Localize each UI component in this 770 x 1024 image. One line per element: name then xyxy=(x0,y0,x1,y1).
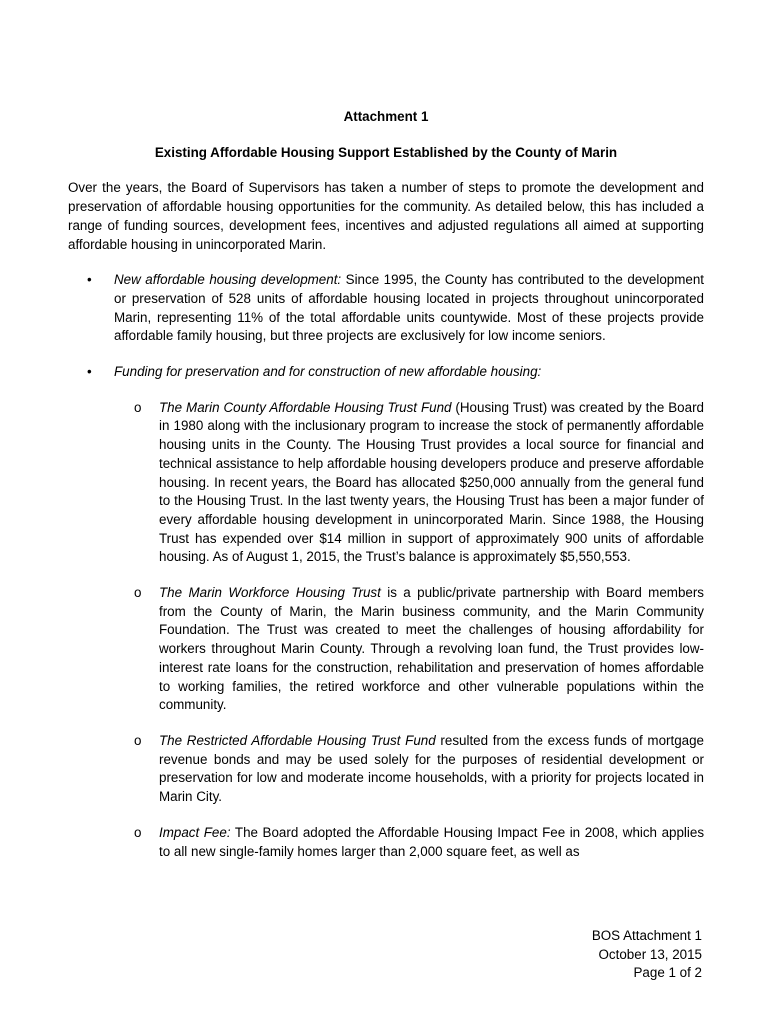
sub-item-text: (Housing Trust) was created by the Board in 1980 along with the inclusionary program to increase the stock of permanently affordable housing units in the County. The Housing Trust provides a local source for financial and technical assistance to help affordable housing developers produce and preserve affordable housing. In recent years, the Board has allocated $250,000 annually from the general fund to the Housing Trust. In the last twenty years, the Housing Trust has been a major funder of every affordable housing development in unincorporated Marin. Since 1988, the Housing Trust has expended over $14 million in support of approximately 900 units of affordable housing. As of August 1, 2015, the Trust’s balance is approximately $5,550,553. xyxy=(159,399,704,565)
list-item xyxy=(68,271,704,346)
sub-list-item xyxy=(114,584,704,715)
footer-page-number: Page 1 of 2 xyxy=(633,965,702,981)
bullet-marker: • xyxy=(87,364,92,380)
sub-bullet-marker: o xyxy=(134,585,142,601)
sub-item-text: resulted from the excess funds of mortgage revenue bonds and may be used solely for the purposes of residential development or preservation for low and moderate income households, with a priority for projects located in Marin City. xyxy=(159,732,704,805)
intro-paragraph: Over the years, the Board of Supervisors has taken a number of steps to promote the development and preservation of affordable housing opportunities for the community. As detailed below, this has included a range of funding sources, development fees, incentives and adjusted regulations all aimed at supporting affordable housing in unincorporated Marin. xyxy=(68,180,704,252)
bullet-lead: New affordable housing development: xyxy=(114,272,342,288)
sub-bullet-marker: o xyxy=(134,732,142,748)
sub-bullet-marker: o xyxy=(134,824,142,840)
bullet-list xyxy=(68,271,704,861)
sub-list xyxy=(68,399,704,861)
sub-list-item xyxy=(114,824,704,861)
attachment-heading: Attachment 1 xyxy=(343,109,429,124)
sub-list-item xyxy=(114,732,704,807)
page-footer xyxy=(592,927,702,983)
sub-list-item xyxy=(114,399,704,567)
document-page xyxy=(68,108,704,878)
sub-item-text: The Board adopted the Affordable Housing Impact Fee in 2008, which applies to all new single-family homes larger than 2,000 square feet, as well as xyxy=(159,824,705,859)
sub-item-lead: The Restricted Affordable Housing Trust Fund xyxy=(159,732,436,748)
sub-item-text: is a public/private partnership with Board members from the County of Marin, the Marin business community, and the Marin Community Foundation. The Trust was created to meet the challenges of housing affordability for workers throughout Marin County. Through a revolving loan fund, the Trust provides low-interest rate loans for the construction, rehabilitation and preservation of homes affordable to working families, the retired workforce and other vulnerable populations within the community. xyxy=(159,585,704,713)
sub-bullet-marker: o xyxy=(134,399,142,415)
bullet-marker: • xyxy=(87,272,92,288)
list-item xyxy=(68,363,704,861)
footer-attachment: BOS Attachment 1 xyxy=(591,928,702,943)
sub-item-lead: The Marin Workforce Housing Trust xyxy=(159,585,381,601)
sub-item-lead: The Marin County Affordable Housing Trust Fund xyxy=(159,399,452,415)
document-title: Existing Affordable Housing Support Established by the County of Marin xyxy=(154,144,618,160)
footer-date: October 13, 2015 xyxy=(598,946,702,962)
bullet-text: Since 1995, the County has contributed to the development or preservation of 528 units of affordable housing located in projects throughout unincorporated Marin, representing 11% of the total affordable units countywide. Most of these projects provide affordable family housing, but three projects are exclusively for low income seniors. xyxy=(114,272,704,344)
sub-item-lead: Impact Fee: xyxy=(159,824,231,840)
bullet-lead: Funding for preservation and for construction of new affordable housing: xyxy=(114,364,542,380)
